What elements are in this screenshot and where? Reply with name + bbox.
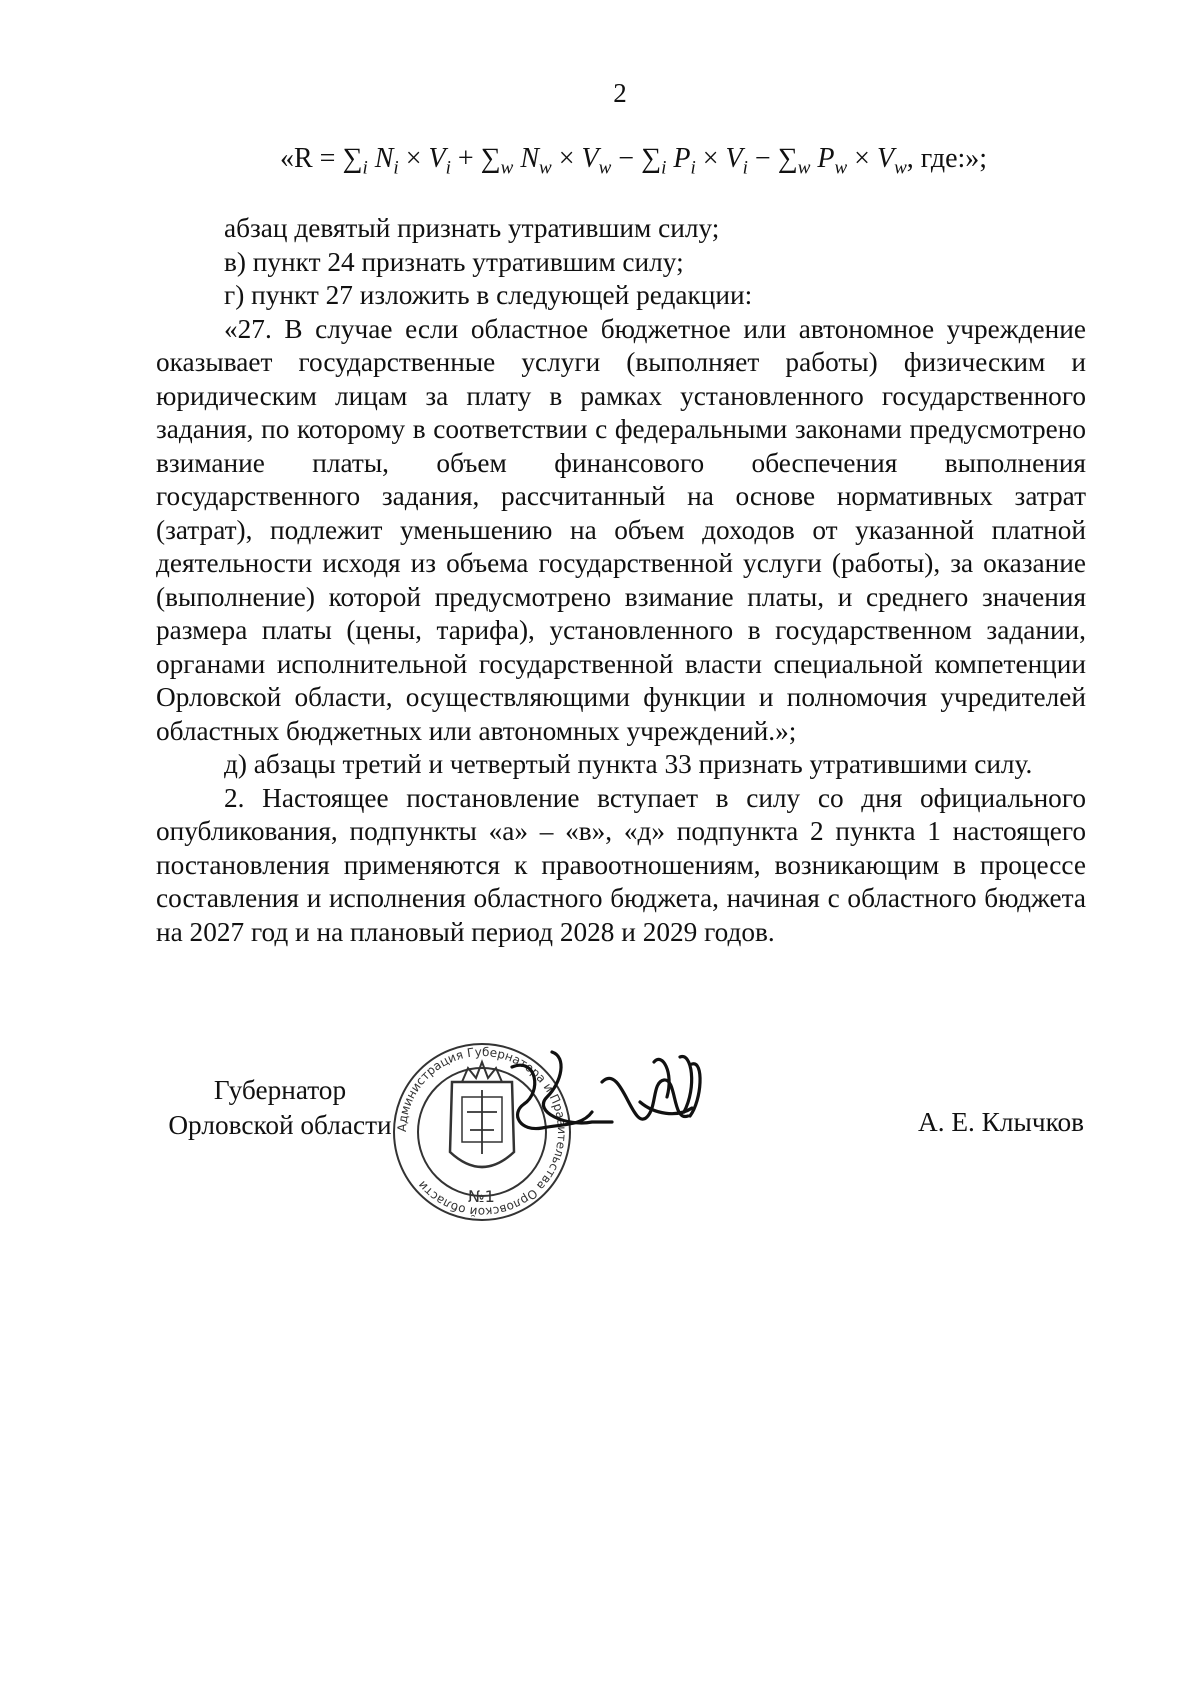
svg-text:№1: №1 [468, 1187, 495, 1206]
formula-open: «R = [280, 143, 343, 174]
page-number: 2 [613, 78, 627, 108]
seal-and-signature [392, 1042, 972, 1222]
paragraph: д) абзацы третий и четвертый пункта 33 признать утратившими силу. [224, 749, 1033, 779]
svg-text:Администрация Губернатора и Пр: Администрация Губернатора и Правительства Орловской области [394, 1044, 570, 1220]
formula-term: $\sum_i$ $N_i \times V_i$ [342, 143, 451, 179]
formula-term: $\sum_w$ $N_w \times V_w$ [480, 143, 612, 179]
formula-term: $\sum_w$ $P_w \times V_w$ [777, 143, 907, 179]
formula-term: $\sum_i$ $P_i \times V_i$ [641, 143, 748, 179]
signatory-title [160, 1073, 400, 1143]
paragraph: «27. В случае если областное бюджетное или автономное учреждение оказывает государственные услуги (выполняет работы) физическим и юридическим лицам за плату в рамках установленного государственного задания, по которому в соответствии с федеральными законами предусмотрено взимание платы, объем финансового обеспечения выполнения государственного задания, рассчитанный на основе нормативных затрат (затрат), подлежит уменьшению на объем доходов от указанной платной деятельности исходя из объема государственной услуги (работы), за оказание (выполнение) которой предусмотрено взимание платы, и среднего значения размера платы (цены, тарифа), установленного в государственном задании, органами исполнительной государственной власти специальной компетенции Орловской области, осуществляющими функции и полномочия учредителей областных бюджетных или автономных учреждений.»; [156, 313, 1086, 746]
handwritten-signature [512, 1052, 700, 1129]
official-seal [394, 1044, 570, 1220]
body-text [156, 212, 1086, 949]
paragraph: г) пункт 27 изложить в следующей редакции: [224, 280, 753, 310]
signatory-title-line: Орловской области [168, 1110, 392, 1140]
signatory-name: А. Е. Клычков [918, 1107, 1084, 1137]
paragraph: в) пункт 24 признать утратившим силу; [224, 246, 684, 277]
signatory-title-line: Губернатор [213, 1075, 347, 1105]
paragraph: абзац девятый признать утратившим силу; [224, 213, 720, 243]
paragraph: 2. Настоящее постановление вступает в силу со дня официального опубликования, подпункты «а» – «в», «д» подпункта 2 пункта 1 настоящего постановления применяются к правоотношениям, возникающим в процессе составления и исполнения областного бюджета, начиная с областного бюджета на 2027 год и на плановый период 2028 и 2029 годов. [156, 782, 1086, 947]
formula-tail: , где:»; [906, 143, 988, 174]
formula: «$R = \sum_i$ $N_i \times V_i + \sum_w$ $N_w \times V_w - \sum_i$ $P_i \times V_i - \sum_w$ $P_w \times V_w$, где:»; [280, 143, 988, 179]
